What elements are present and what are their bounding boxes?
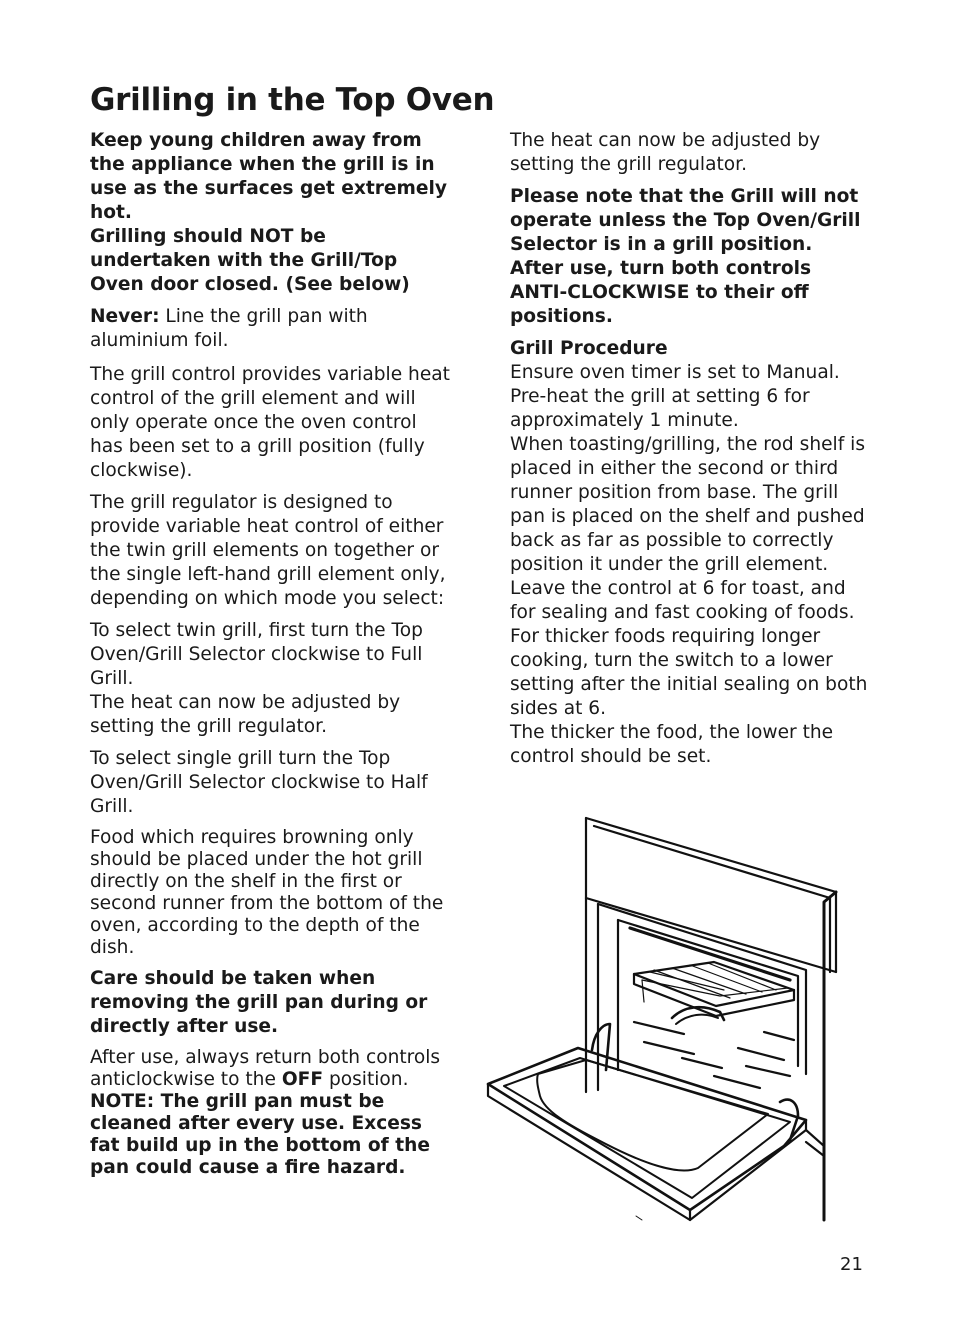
grill-control-paragraph: The grill control provides variable heat control of the grill element and will only operate once the oven control has been set to a grill position (fully clockwise). [90,364,450,481]
heat-adjust-paragraph: The heat can now be adjusted by setting the grill regulator. [90,692,401,737]
door-warning: Grilling should NOT be undertaken with the Grill/Top Oven door closed. (See below) [90,226,410,295]
left-column [90,129,452,1179]
browning-paragraph: Food which requires browning only should be placed under the hot grill directly on the shelf in the first or second runner from the bottom of the oven, according to the depth of the dish. [90,827,444,958]
after-use-paragraph [90,1047,452,1091]
grill-procedure-heading: Grill Procedure [510,338,668,359]
preheat-step: Pre-heat the grill at setting 6 for approximately 1 minute. [510,386,810,431]
twin-grill-paragraph: To select twin grill, first turn the Top Oven/Grill Selector clockwise to Full Grill. [90,620,423,689]
grill-regulator-paragraph: The grill regulator is designed to provide variable heat control of either the twin grill elements on together or the single left-hand grill element only, depending on which mode you select: [90,492,446,609]
single-grill-paragraph: To select single grill turn the Top Oven/Grill Selector clockwise to Half Grill. [90,748,428,817]
heat-adjust-paragraph-right: The heat can now be adjusted by setting the grill regulator. [510,130,821,175]
off-label: OFF [281,1069,324,1090]
cleaning-note: NOTE: The grill pan must be cleaned after every use. Excess fat build up in the bottom of the pan could cause a fire hazard. [90,1091,430,1178]
after-use-text: After use, always return both controls anticlockwise to the [90,1047,441,1090]
care-warning: Care should be taken when removing the grill pan during or directly after use. [90,968,428,1037]
never-text: Line the grill pan with aluminium foil. [90,306,368,351]
shelf-step: When toasting/grilling, the rod shelf is placed in either the second or third runner position from base. The grill pan is placed on the shelf and pushed back as far as possible to correctly position it under the grill element. [510,434,866,575]
timer-step: Ensure oven timer is set to Manual. [510,362,840,383]
anticlockwise-note: After use, turn both controls ANTI-CLOCKWISE to their off positions. [510,258,812,327]
oven-grill-illustration [484,812,844,1224]
page-number: 21 [840,1254,863,1275]
thicker-food-step: The thicker the food, the lower the control should be set. [510,722,834,767]
selector-note: Please note that the Grill will not operate unless the Top Oven/Grill Selector is in a grill position. [510,186,861,255]
right-column [510,129,872,769]
page-title: Grilling in the Top Oven [90,82,495,118]
toast-step: Leave the control at 6 for toast, and for sealing and fast cooking of foods. For thicker foods requiring longer cooking, turn the switch to a lower setting after the initial sealing on both sides at 6. [510,578,868,719]
never-label: Never: [90,306,160,327]
never-foil-note [90,305,452,353]
children-warning: Keep young children away from the appliance when the grill is in use as the surfaces get extremely hot. [90,130,448,223]
after-use-tail: position. [323,1069,409,1090]
